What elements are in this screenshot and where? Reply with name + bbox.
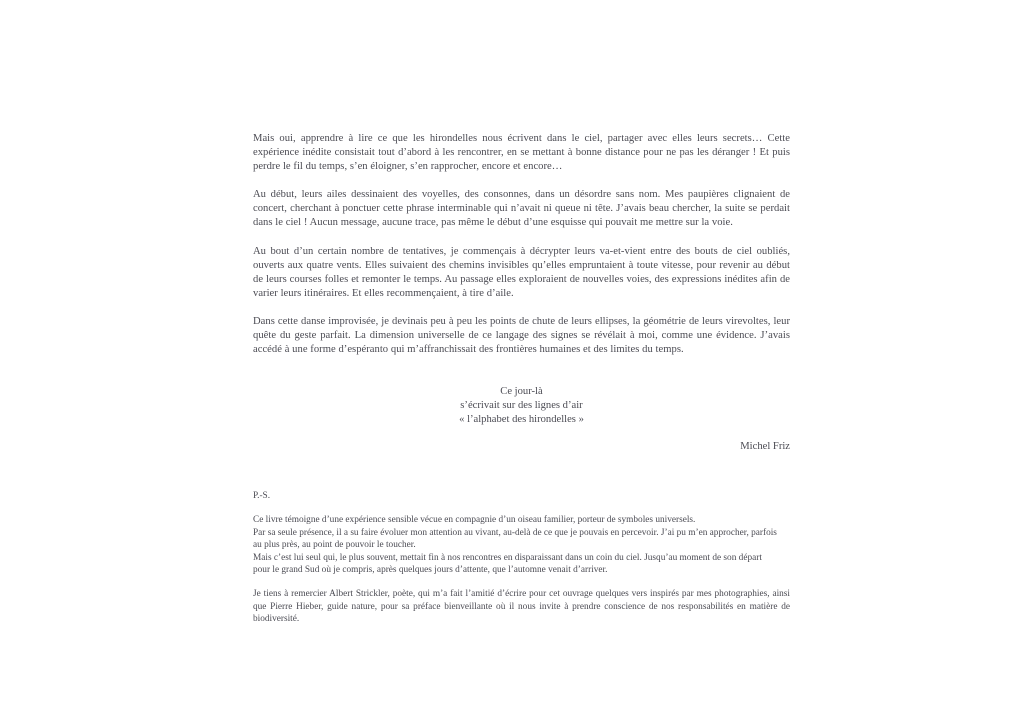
author-signature: Michel Friz xyxy=(740,441,790,452)
postscript-line-4: Mais c’est lui seul qui, le plus souvent, mettait fin à nos rencontres en disparaissant dans un coin du ciel. Jusqu’au moment de son départ xyxy=(253,552,762,563)
postscript-line-2: Par sa seule présence, il a su faire évoluer mon attention au vivant, au-delà de ce que je pouvais en percevoir. J’ai pu m’en approcher, parfois xyxy=(253,527,777,538)
body-paragraph-4: Dans cette danse improvisée, je devinais peu à peu les points de chute de leurs ellipses, la géométrie de leurs virevoltes, leur quête du geste parfait. La dimension universelle de ce langage des signes se révélait à moi, comme une évidence. J’avais accédé à une forme d’espéranto qui m’affranchissait des frontières humaines et des limites du temps. xyxy=(253,315,790,356)
body-paragraph-1: Mais oui, apprendre à lire ce que les hirondelles nous écrivent dans le ciel, partager avec elles leurs secrets… Cette expérience inédite consistait tout d’abord à les rencontrer, en se mettant à bonne distance pour ne pas les déranger ! Et puis perdre le fil du temps, s’en éloigner, s’en rapprocher, encore et encore… xyxy=(253,133,790,173)
main-text-column xyxy=(253,132,790,357)
postscript-heading: P.-S. xyxy=(253,491,271,501)
postscript-line-3: au plus près, au point de pouvoir le toucher. xyxy=(253,540,416,551)
postscript-paragraph-1 xyxy=(253,514,790,576)
verse-line-3: « l’alphabet des hirondelles » xyxy=(459,414,584,426)
postscript-line-1: Ce livre témoigne d’une expérience sensible vécue en compagnie d’un oiseau familier, porteur de symboles universels. xyxy=(253,515,696,526)
postscript-line-5: pour le grand Sud où je compris, après quelques jours d’attente, que l’automne venait d’arriver. xyxy=(253,565,608,576)
body-paragraph-2: Au début, leurs ailes dessinaient des voyelles, des consonnes, dans un désordre sans nom. Mes paupières clignaient de concert, cherchant à ponctuer cette phrase interminable qui n’avait ni queue ni tête. J’avais beau chercher, la suite se perdait dans le ciel ! Aucun message, aucune trace, pas même le début d’une esquisse qui pouvait me mettre sur la voie. xyxy=(253,189,790,229)
verse-block xyxy=(253,385,790,427)
postscript-section xyxy=(253,490,790,626)
body-paragraph-3: Au bout d’un certain nombre de tentatives, je commençais à décrypter leurs va-et-vient entre des bouts de ciel oubliés, ouverts aux quatre vents. Elles suivaient des chemins invisibles qu’elles empruntaient à toute vitesse, pour revenir au début de leurs courses folles et remonter le temps. Au passage elles exploraient de nouvelles voies, des expressions inédites afin de varier leurs itinéraires. Et elles recommençaient, à tire d’aile. xyxy=(253,245,790,299)
verse-line-2: s’écrivait sur des lignes d’air xyxy=(460,400,583,412)
verse-line-1: Ce jour-là xyxy=(500,386,543,397)
postscript-paragraph-2: Je tiens à remercier Albert Strickler, poète, qui m’a fait l’amitié d’écrire pour cet ouvrage quelques vers inspirés par mes photographies, ainsi que Pierre Hieber, guide nature, pour sa préface bienveillante où il nous invite à prendre conscience de nos responsabilités en matière de biodiversité. xyxy=(253,589,790,625)
